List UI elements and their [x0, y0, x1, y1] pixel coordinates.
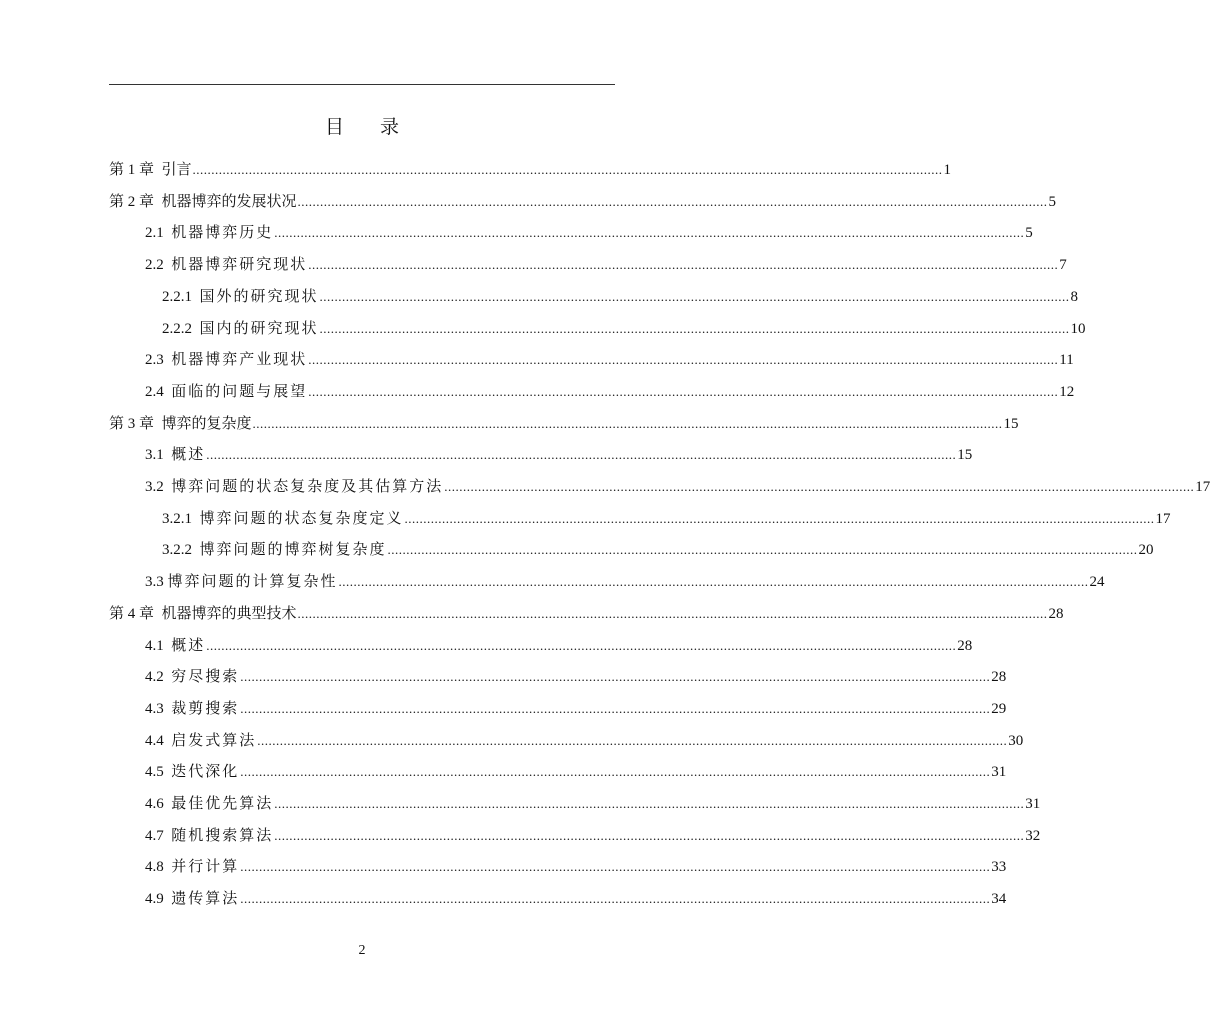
toc-dot-leader: ........................................................................................................................................................................................................ [308, 383, 1059, 399]
toc-dot-leader: ........................................................................................................................................................................................................ [252, 415, 1003, 431]
toc-entry[interactable] [145, 757, 1007, 781]
toc-entry-number: 3.3 [145, 574, 168, 591]
toc-entry-page: 20 [1138, 542, 1154, 559]
toc-entry-page: 7 [1059, 257, 1067, 274]
toc-entry-page: 8 [1070, 288, 1079, 305]
toc-entry-number: 4.5 [145, 764, 172, 781]
toc-entry-number: 4.7 [145, 827, 172, 844]
toc-entry[interactable] [109, 599, 1064, 623]
toc-entry-title: 概述 [171, 637, 206, 654]
toc-entry-title: 并行计算 [171, 859, 240, 876]
toc-entry-number: 第 1 章 [109, 162, 162, 178]
toc-dot-leader: ........................................................................................................................................................................................................ [206, 637, 957, 653]
toc-entry-title: 迭代深化 [171, 764, 240, 781]
toc-entry-title: 最佳优先算法 [171, 796, 274, 812]
toc-entry-title: 机器博弈研究现状 [171, 257, 308, 274]
toc-dot-leader: ........................................................................................................................................................................................................ [338, 574, 1089, 590]
toc-dot-leader: ........................................................................................................................................................................................................ [308, 352, 1059, 368]
toc-entry[interactable] [145, 789, 1041, 813]
toc-entry-number: 第 3 章 [109, 415, 162, 432]
toc-dot-leader: ........................................................................................................................................................................................................ [297, 193, 1048, 209]
toc-dot-leader: ........................................................................................................................................................................................................ [274, 796, 1025, 811]
toc-entry-title: 机器博弈产业现状 [171, 352, 308, 369]
toc-dot-leader: ........................................................................................................................................................................................................ [308, 257, 1059, 273]
toc-entry-number: 4.3 [145, 700, 172, 717]
toc-entry-title: 博弈问题的状态复杂度定义 [199, 510, 404, 527]
toc-entry-number: 4.2 [145, 669, 172, 686]
toc-entry-title: 穷尽搜索 [171, 669, 240, 686]
toc-entry-page: 11 [1059, 352, 1074, 369]
toc-entry-page: 24 [1089, 574, 1105, 591]
toc-dot-leader: ........................................................................................................................................................................................................ [240, 764, 991, 780]
toc-entry[interactable] [145, 250, 1067, 274]
toc-entry[interactable] [109, 187, 1057, 211]
toc-entry[interactable] [145, 662, 1007, 686]
page-title [0, 112, 724, 139]
toc-dot-leader: ........................................................................................................................................................................................................ [319, 320, 1070, 336]
toc-entry[interactable] [109, 155, 952, 179]
toc-entry-number: 2.3 [145, 352, 172, 369]
toc-entry[interactable] [145, 567, 1105, 591]
toc-entry[interactable] [145, 345, 1074, 369]
toc-dot-leader: ........................................................................................................................................................................................................ [297, 605, 1048, 621]
toc-entry-number: 4.6 [145, 796, 172, 812]
header-rule [109, 84, 615, 85]
toc-entry-page: 5 [1048, 193, 1057, 210]
toc-entry-page: 30 [1008, 732, 1024, 749]
toc-entry[interactable] [145, 631, 973, 655]
toc-entry-page: 31 [991, 764, 1007, 781]
toc-entry[interactable] [162, 282, 1079, 306]
toc-entry-title: 国内的研究现状 [199, 320, 319, 337]
toc-dot-leader: ........................................................................................................................................................................................................ [240, 859, 991, 875]
toc-entry-title: 面临的问题与展望 [171, 383, 308, 400]
toc-dot-leader: ........................................................................................................................................................................................................ [274, 225, 1025, 241]
toc-entry-page: 12 [1059, 383, 1075, 400]
toc-dot-leader: ........................................................................................................................................................................................................ [192, 162, 943, 177]
toc-entry-page: 28 [957, 637, 973, 654]
toc-entry-number: 2.2 [145, 257, 172, 274]
toc-dot-leader: ........................................................................................................................................................................................................ [240, 700, 991, 716]
toc-entry-page: 28 [991, 669, 1007, 686]
toc-entry[interactable] [145, 440, 973, 464]
toc-dot-leader: ........................................................................................................................................................................................................ [444, 479, 1195, 494]
toc-dot-leader: ........................................................................................................................................................................................................ [240, 669, 991, 685]
toc-entry-number: 4.4 [145, 732, 172, 749]
page-number: 2 [358, 943, 366, 958]
toc-entry-number: 3.2.2 [162, 542, 200, 559]
toc-entry-title: 机器博弈的典型技术 [161, 605, 297, 622]
toc-entry-page: 1 [943, 162, 952, 178]
toc-entry-title: 引言 [161, 162, 192, 178]
toc-entry-title: 博弈的复杂度 [161, 415, 252, 432]
toc-entry-page: 34 [991, 891, 1007, 908]
title-char-2: 录 [380, 117, 400, 138]
toc-entry-title: 机器博弈历史 [171, 225, 274, 242]
toc-entry-page: 28 [1048, 605, 1064, 622]
toc-entry-page: 5 [1025, 225, 1033, 242]
toc-entry[interactable] [145, 884, 1007, 908]
toc-entry[interactable] [109, 409, 1019, 433]
toc-entry-page: 31 [1025, 796, 1041, 812]
toc-entry[interactable] [145, 694, 1007, 718]
toc-entry-title: 遗传算法 [171, 891, 240, 908]
toc-entry[interactable] [162, 504, 1171, 528]
toc-entry-title: 机器博弈的发展状况 [161, 193, 297, 210]
toc-dot-leader: ........................................................................................................................................................................................................ [274, 827, 1025, 843]
toc-entry[interactable] [145, 218, 1033, 242]
toc-entry-number: 第 2 章 [109, 193, 162, 210]
toc-entry-title: 国外的研究现状 [199, 288, 319, 305]
toc-entry-number: 4.8 [145, 859, 172, 876]
toc-dot-leader: ........................................................................................................................................................................................................ [319, 288, 1070, 304]
toc-entry[interactable] [162, 535, 1154, 559]
toc-entry-number: 4.9 [145, 891, 172, 908]
toc-entry-number: 3.1 [145, 447, 172, 464]
toc-entry-number: 4.1 [145, 637, 172, 654]
toc-entry-page: 17 [1155, 510, 1171, 527]
toc-entry[interactable] [145, 821, 1041, 845]
toc-entry-title: 随机搜索算法 [171, 827, 274, 844]
toc-entry[interactable] [145, 852, 1007, 876]
toc-entry-number: 2.4 [145, 383, 172, 400]
title-char-1: 目 [324, 117, 344, 138]
toc-entry-number: 3.2.1 [162, 510, 200, 527]
toc-entry-number: 2.1 [145, 225, 172, 242]
toc-entry[interactable] [145, 726, 1024, 750]
toc-entry-page: 17 [1195, 479, 1210, 495]
toc-entry-title: 启发式算法 [171, 732, 257, 749]
toc-dot-leader: ........................................................................................................................................................................................................ [206, 447, 957, 463]
toc-entry-page: 10 [1070, 320, 1086, 337]
toc-entry[interactable] [145, 377, 1075, 401]
toc-dot-leader: ........................................................................................................................................................................................................ [240, 891, 991, 907]
toc-entry[interactable] [162, 314, 1086, 338]
toc-dot-leader: ........................................................................................................................................................................................................ [387, 542, 1138, 558]
toc-entry-page: 29 [991, 700, 1007, 717]
toc-entry-page: 32 [1025, 827, 1041, 844]
toc-entry-number: 第 4 章 [109, 605, 162, 622]
toc-entry-page: 15 [957, 447, 973, 464]
toc-entry-title: 博弈问题的计算复杂性 [167, 574, 338, 591]
toc-entry[interactable] [145, 472, 1210, 496]
toc-entry-page: 15 [1003, 415, 1019, 432]
toc-entry-number: 2.2.1 [162, 288, 200, 305]
toc-entry-title: 概述 [171, 447, 206, 464]
toc-entry-title: 裁剪搜索 [171, 700, 240, 717]
toc-entry-page: 33 [991, 859, 1007, 876]
toc-dot-leader: ........................................................................................................................................................................................................ [257, 732, 1008, 748]
toc-entry-title: 博弈问题的博弈树复杂度 [199, 542, 387, 559]
toc-entry-number: 2.2.2 [162, 320, 200, 337]
toc-entry-title: 博弈问题的状态复杂度及其估算方法 [171, 479, 444, 495]
toc-entry-number: 3.2 [145, 479, 172, 495]
toc-dot-leader: ........................................................................................................................................................................................................ [404, 510, 1155, 526]
